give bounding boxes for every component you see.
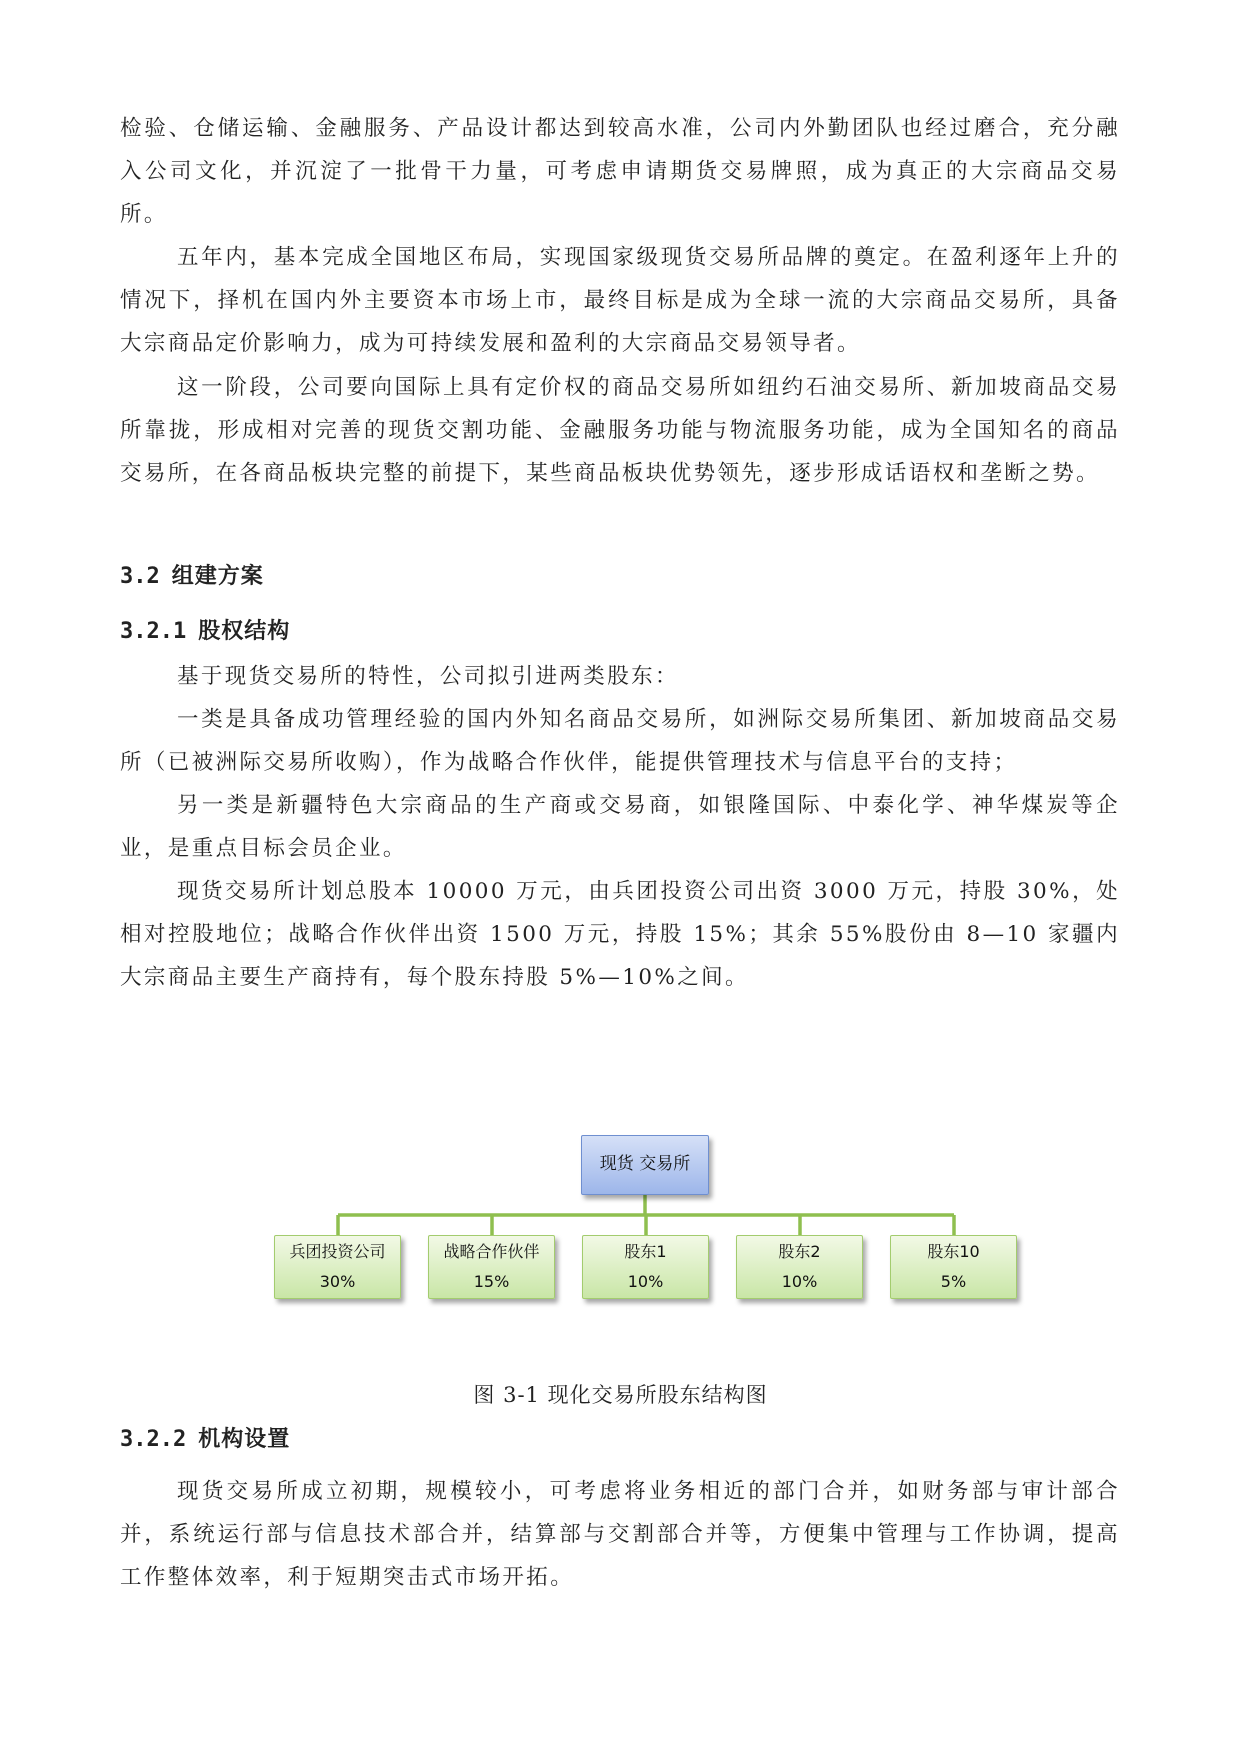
heading-text: 组建方案 bbox=[171, 564, 264, 589]
paragraph-5: 一类是具备成功管理经验的国内外知名商品交易所，如洲际交易所集团、新加坡商品交易所（已被洲际交易所收购），作为战略合作伙伴，能提供管理技术与信息平台的支持； bbox=[120, 707, 1120, 775]
org-child-node bbox=[582, 1235, 709, 1299]
paragraph-1: 检验、仓储运输、金融服务、产品设计都达到较高水准，公司内外勤团队也经过磨合，充分融入公司文化，并沉淀了一批骨干力量，可考虑申请期货交易牌照，成为真正的大宗商品交易所。 bbox=[120, 116, 1120, 227]
paragraph-3: 这一阶段，公司要向国际上具有定价权的商品交易所如纽约石油交易所、新加坡商品交易所靠拢，形成相对完善的现货交割功能、金融服务功能与物流服务功能，成为全国知名的商品交易所，在各商品板块完整的前提下，某些商品板块优势领先，逐步形成话语权和垄断之势。 bbox=[120, 375, 1120, 486]
heading-3-2-1 bbox=[120, 617, 290, 647]
node-label: 战略合作伙伴 bbox=[443, 1242, 540, 1261]
org-child-node bbox=[736, 1235, 863, 1299]
paragraph-4: 基于现货交易所的特性，公司拟引进两类股东： bbox=[177, 664, 679, 689]
node-label: 兵团投资公司 bbox=[289, 1242, 386, 1261]
heading-text: 股权结构 bbox=[198, 619, 291, 644]
org-root-node: 现货 交易所 bbox=[581, 1135, 709, 1195]
paragraph-2: 五年内，基本完成全国地区布局，实现国家级现货交易所品牌的奠定。在盈利逐年上升的情况下，择机在国内外主要资本市场上市，最终目标是成为全球一流的大宗商品交易所，具备大宗商品定价影响力，成为可持续发展和盈利的大宗商品交易领导者。 bbox=[120, 245, 1120, 356]
node-share: 5% bbox=[940, 1272, 967, 1291]
heading-number: 3.2.2 bbox=[120, 1427, 187, 1452]
paragraph-8: 现货交易所成立初期，规模较小，可考虑将业务相近的部门合并，如财务部与审计部合并，系统运行部与信息技术部合并，结算部与交割部合并等，方便集中管理与工作协调，提高工作整体效率，利于短期突击式市场开拓。 bbox=[120, 1479, 1120, 1590]
node-share: 10% bbox=[627, 1272, 664, 1291]
node-share: 15% bbox=[473, 1272, 510, 1291]
figure-caption: 图 3-1 现化交易所股东结构图 bbox=[473, 1383, 768, 1407]
node-label: 股东1 bbox=[624, 1242, 667, 1261]
node-label: 股东10 bbox=[927, 1242, 980, 1261]
heading-3-2-2 bbox=[120, 1425, 290, 1455]
heading-3-2 bbox=[120, 562, 264, 592]
paragraph-6: 另一类是新疆特色大宗商品的生产商或交易商，如银隆国际、中泰化学、神华煤炭等企业，是重点目标会员企业。 bbox=[120, 793, 1120, 861]
node-share: 10% bbox=[781, 1272, 818, 1291]
heading-text: 机构设置 bbox=[198, 1427, 291, 1452]
heading-number: 3.2.1 bbox=[120, 619, 187, 644]
node-label: 股东2 bbox=[778, 1242, 821, 1261]
node-share: 30% bbox=[319, 1272, 356, 1291]
paragraph-7: 现货交易所计划总股本 10000 万元，由兵团投资公司出资 3000 万元，持股 30%，处相对控股地位；战略合作伙伴出资 1500 万元，持股 15%；其余 55%股份由 8—10 家疆内大宗商品主要生产商持有，每个股东持股 5%—10%之间。 bbox=[120, 879, 1120, 990]
org-child-node bbox=[890, 1235, 1017, 1299]
heading-number: 3.2 bbox=[120, 564, 160, 589]
org-child-node bbox=[428, 1235, 555, 1299]
org-child-node bbox=[274, 1235, 401, 1299]
